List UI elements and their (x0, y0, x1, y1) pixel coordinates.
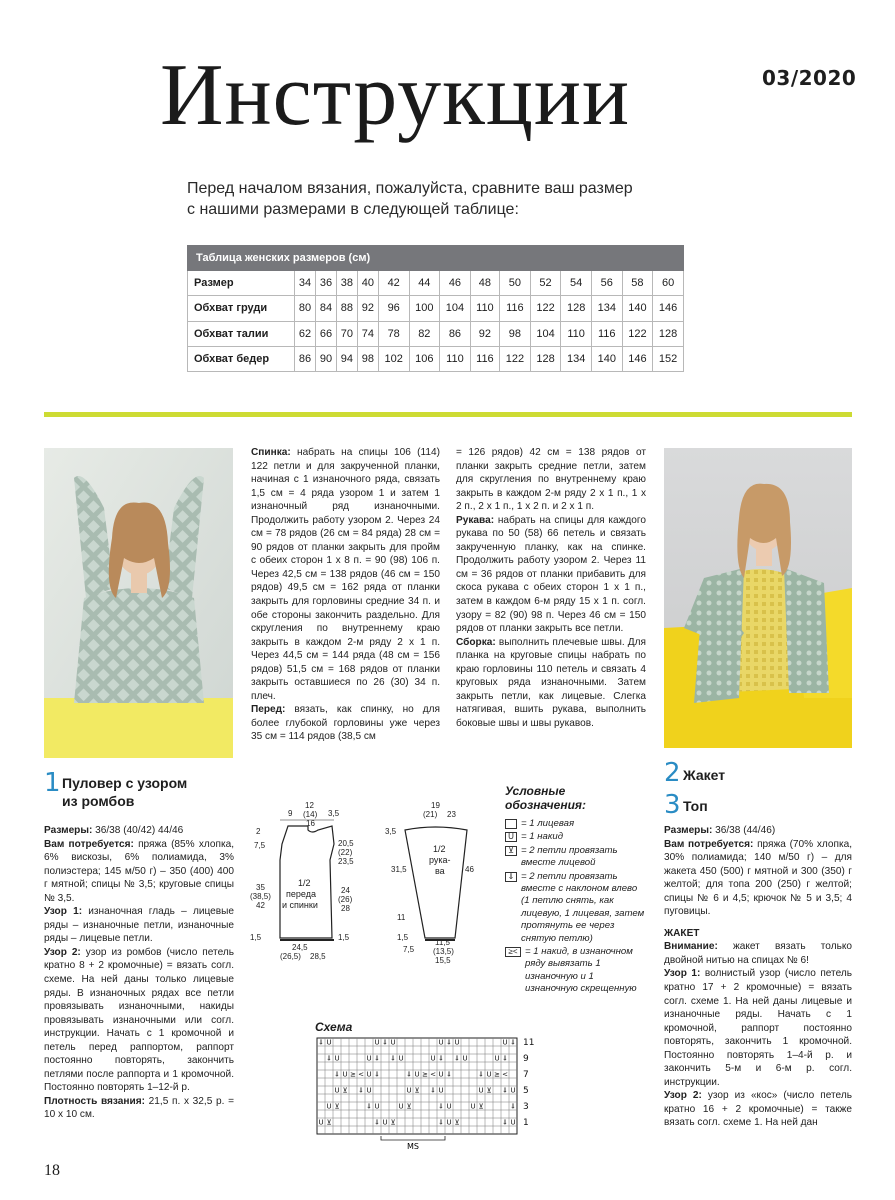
size-cell: 98 (500, 321, 531, 346)
paragraph-lead: Рукава: (456, 514, 495, 526)
size-cell: 38 (336, 271, 357, 296)
dim-24: 24 (341, 886, 350, 895)
dim-13-5: (13,5) (433, 947, 454, 956)
paragraph-text: узор из «кос» (число петель кратно 16 + 2 кромочные) = также вязать согл. схеме 1. На ней дан (664, 1090, 852, 1129)
dim-46: 46 (465, 865, 474, 874)
size-cell: 110 (440, 346, 471, 371)
ssk-icon: ⇓ (505, 872, 517, 882)
paragraph-lead: Вам потребуется: (664, 838, 754, 850)
size-cell: 106 (409, 346, 440, 371)
schema-symbol: U (478, 1086, 484, 1095)
instructions-column-2 (251, 446, 440, 744)
schema-symbol: ⇓ (406, 1070, 412, 1079)
schema-symbol: ⇓ (438, 1054, 444, 1063)
legend-title: Условные обозначения: (505, 784, 586, 812)
paragraph-text: 21,5 п. х 32,5 р. = 10 х 10 см. (44, 1095, 234, 1121)
size-cell: 44 (409, 271, 440, 296)
schema-symbol: ⇓ (358, 1086, 364, 1095)
legend-text: = 1 лицевая (521, 818, 575, 829)
schema-symbol: U (510, 1118, 516, 1127)
size-cell: 74 (357, 321, 378, 346)
size-row-label: Обхват бедер (188, 346, 295, 371)
size-cell: 52 (530, 271, 561, 296)
size-cell: 92 (357, 296, 378, 321)
dim-9: 9 (288, 809, 293, 818)
paragraph-text: волнистый узор (число петель кратно 17 + 2 кромочные) = вязать согл. схеме 1. На ней даны лицевые и изнаночные ряды. Начать с 1 кромочной, раппорт постоянно повторять, закончить 1 кромочной. Постоянно повторять 1–4-й р. и закончить 5-м и 6-м р. согл. инструкции. (664, 968, 852, 1088)
project-number-2: 2 (664, 758, 681, 788)
schema-symbol: U (326, 1038, 332, 1047)
paragraph-text: вязать, как спинку, но для более глубокой горловины уже через 35 см = 114 рядов (38,5 см (251, 704, 440, 743)
size-cell: 116 (591, 321, 622, 346)
dim-7-5-sleeve: 7,5 (403, 945, 415, 954)
dim-1-5-right: 1,5 (338, 933, 350, 942)
size-cell: 60 (653, 271, 684, 296)
schema-symbol: U (334, 1086, 340, 1095)
schema-symbol: ⇓ (390, 1054, 396, 1063)
paragraph-text: жакет вязать только двойной нитью на спицах № 6! (664, 941, 852, 966)
paragraph (44, 1095, 234, 1122)
size-cell: 46 (440, 271, 471, 296)
schema-row-number: 5 (523, 1086, 529, 1096)
legend-text: = 1 накид, в изнаночном ряду вывязать 1 изнаночную и 1 изнаночную скрещенную (525, 946, 637, 995)
size-cell: 88 (336, 296, 357, 321)
size-cell: 152 (653, 346, 684, 371)
size-cell: 122 (622, 321, 653, 346)
paragraph-lead: Размеры: (44, 825, 93, 836)
size-cell: 84 (315, 296, 336, 321)
paragraph (664, 967, 852, 1089)
schema-symbol: U (438, 1070, 444, 1079)
instructions-column-4 (664, 824, 852, 1130)
schema-symbol: ⊻ (406, 1102, 412, 1111)
size-cell: 86 (295, 346, 316, 371)
schema-symbol: U (366, 1086, 372, 1095)
intro-text: Перед началом вязания, пожалуйста, сравните ваш размер с нашими размерами в следующей таблице: (187, 180, 633, 218)
schema-row-number: 1 (523, 1118, 529, 1128)
size-table (187, 245, 684, 372)
schema-symbol: ⊻ (326, 1118, 332, 1127)
paragraph-lead: Узор 2: (664, 1090, 702, 1102)
schema-symbol: U (366, 1054, 372, 1063)
paragraph-text: 36/38 (40/42) 44/46 (92, 825, 184, 836)
paragraph-text: = 126 рядов) 42 см = 138 рядов от планки закрыть средние петли, затем для скругления по внутреннему краю закрыть в каждом 2-м ряду 2 х 1 п., 1 х 2 п., 2 х 1 п., 1 х 2 п. и 2 х 1 п. (456, 447, 646, 513)
schema-symbol: ⇓ (382, 1038, 388, 1047)
schema-symbol: U (326, 1102, 332, 1111)
schema-symbol: ⇓ (502, 1086, 508, 1095)
size-cell: 116 (500, 296, 531, 321)
schema-symbol: U (334, 1054, 340, 1063)
paragraph-lead: Узор 1: (664, 968, 701, 980)
schema-symbol: U (462, 1054, 468, 1063)
model-photo-1-illustration (44, 448, 233, 758)
sleeve-label-3: ва (435, 866, 445, 876)
schema-symbol: ⇓ (438, 1102, 444, 1111)
schema-symbol: ⇓ (510, 1102, 516, 1111)
size-cell: 50 (500, 271, 531, 296)
paragraph-text: узор из ромбов (число петель кратно 8 + 2 кромочные) = вязать согл. схеме. На ней даны только лицевые ряды. В изнаночных рядах все петли провязывать изнаночными, накиды провязывать изнаночными или согл. инструкции. Начать с 1 кромочной и петель перед раппортом, раппорт постоянно повторять, закончить петлями после раппорта и 1 кромочной. Постоянно повторять 1–12-й р. (44, 946, 234, 1094)
dim-28: 28 (341, 904, 350, 913)
paragraph (664, 940, 852, 967)
size-table-row (188, 321, 684, 346)
size-cell: 102 (378, 346, 409, 371)
size-cell: 48 (470, 271, 499, 296)
schema-symbol: < (502, 1070, 508, 1079)
dim-2: 2 (256, 827, 261, 836)
schema-title: Схема (315, 1020, 353, 1034)
dim-12: 12 (305, 801, 314, 810)
size-cell: 146 (653, 296, 684, 321)
schema-symbol: U (494, 1054, 500, 1063)
project-title-3: Топ (683, 798, 708, 814)
size-cell: 56 (591, 271, 622, 296)
paragraph (44, 905, 234, 946)
size-cell: 104 (530, 321, 561, 346)
schema-symbol: ⇓ (374, 1070, 380, 1079)
size-cell: 116 (470, 346, 499, 371)
paragraph-text: набрать на спицы для каждого рукава по 50 (58) 66 петель и связать закрученную планку, как на спинке. Продолжить работу узором 2. Через 11 см = 36 рядов от планки прибавить для скоса рукава с обеих сторон 1 х 1 п., затем в каждом 6-м ряду 15 х 1 п. согл. узору = 82 (90) 98 п. Через 46 см = 150 рядов от планки закрыть все петли. (456, 514, 646, 635)
schema-symbol: ⇓ (374, 1118, 380, 1127)
size-table-row (188, 346, 684, 371)
schema-symbol: ⊻ (486, 1086, 492, 1095)
size-cell: 98 (357, 346, 378, 371)
dim-3-5: 3,5 (328, 809, 340, 818)
size-cell: 54 (561, 271, 592, 296)
size-cell: 62 (295, 321, 316, 346)
project-title-2: Жакет (683, 767, 726, 783)
schema-symbol: ⇓ (334, 1070, 340, 1079)
size-cell: 134 (561, 346, 592, 371)
pattern-body-diagram (250, 800, 360, 970)
size-table-row (188, 296, 684, 321)
size-cell: 90 (315, 346, 336, 371)
paragraph (664, 824, 852, 838)
size-cell: 86 (440, 321, 471, 346)
dim-16: 16 (306, 819, 315, 828)
size-cell: 146 (622, 346, 653, 371)
schema-symbol: U (406, 1086, 412, 1095)
dim-38-5: (38,5) (250, 892, 271, 901)
instructions-column-3 (456, 446, 646, 730)
schema-symbol: ≥ (422, 1070, 428, 1079)
size-cell: 78 (378, 321, 409, 346)
schema-symbol: ⊻ (390, 1118, 396, 1127)
sleeve-label-1: 1/2 (433, 844, 446, 854)
paragraph-lead: ЖАКЕТ (664, 927, 700, 939)
size-row-label: Размер (188, 271, 295, 296)
schema-symbol: ⇓ (430, 1086, 436, 1095)
paragraph (664, 1089, 852, 1130)
size-cell: 42 (378, 271, 409, 296)
legend-item (505, 946, 645, 996)
schema-symbol: ⇓ (478, 1070, 484, 1079)
paragraph (44, 946, 234, 1095)
paragraph (251, 446, 440, 703)
legend-text: = 2 петли провязать вместе лицевой (521, 844, 618, 869)
legend-item (505, 845, 645, 870)
schema-symbol: ⇓ (366, 1102, 372, 1111)
size-cell: 134 (591, 296, 622, 321)
schema-symbol: ⇓ (438, 1118, 444, 1127)
size-cell: 92 (470, 321, 499, 346)
schema-symbol: < (430, 1070, 436, 1079)
size-row-label: Обхват талии (188, 321, 295, 346)
size-cell: 122 (500, 346, 531, 371)
schema-symbol: ⇓ (326, 1054, 332, 1063)
schema-symbol: ⇓ (510, 1038, 516, 1047)
project1-text (44, 824, 234, 1122)
paragraph-lead: Вам потребуется: (44, 838, 134, 850)
dim-sleeve-3-5: 3,5 (385, 827, 397, 836)
schema-symbol: ⇓ (374, 1054, 380, 1063)
size-cell: 96 (378, 296, 409, 321)
sleeve-label-2: рука- (429, 855, 451, 865)
paragraph-text: выполнить плечевые швы. Для планка на круговые спицы набрать по краю горловины 110 петель и связать 4 круговых ряда изнаночными. Затем закрыть петли, как лицевые. Слегка натягивая, вшить рукава, выполнить боковые швы и швы рукавов. (456, 636, 646, 729)
size-cell: 140 (591, 346, 622, 371)
schema-symbol: U (446, 1118, 452, 1127)
dim-35: 35 (256, 883, 265, 892)
schema-symbol: U (486, 1070, 492, 1079)
schema-symbol: U (390, 1038, 396, 1047)
size-cell: 82 (409, 321, 440, 346)
paragraph (456, 446, 646, 514)
schema-symbol: U (430, 1054, 436, 1063)
project-number-3: 3 (664, 790, 681, 820)
size-cell: 34 (295, 271, 316, 296)
schema-symbol: ⇓ (446, 1070, 452, 1079)
paragraph (44, 838, 234, 906)
schema-symbol: U (454, 1038, 460, 1047)
schema-repeat-bracket (381, 1136, 445, 1140)
pattern-label-2: переда (286, 889, 316, 899)
dim-20-5: 20,5 (338, 839, 354, 848)
paragraph (251, 703, 440, 744)
schema-symbol: U (470, 1102, 476, 1111)
size-cell: 110 (561, 321, 592, 346)
schema-symbol: U (374, 1102, 380, 1111)
schema-symbol: U (438, 1086, 444, 1095)
schema-symbol: ⊻ (414, 1086, 420, 1095)
page-title: Инструкции (160, 47, 631, 144)
schema-row-number: 9 (523, 1054, 529, 1064)
paragraph (456, 636, 646, 731)
legend-item (505, 831, 645, 843)
size-cell: 110 (470, 296, 499, 321)
size-cell: 58 (622, 271, 653, 296)
legend-text: = 2 петли провязать вместе с наклоном влево (1 петлю снять, как лицевую, 1 лицевая, затем протянуть ее через снятую петлю) (521, 870, 645, 944)
paragraph-lead: Размеры: (664, 825, 713, 836)
size-cell: 104 (440, 296, 471, 321)
dim-23-5: 23,5 (338, 857, 354, 866)
dim-7-5: 7,5 (254, 841, 266, 850)
schema-symbol: ⊻ (334, 1102, 340, 1111)
size-cell: 128 (530, 346, 561, 371)
dim-31-5: 31,5 (391, 865, 407, 874)
legend-text: = 1 накид (521, 831, 564, 843)
project-number-1: 1 (44, 768, 61, 798)
schema-symbol: U (438, 1038, 444, 1047)
dim-1-5-left: 1,5 (250, 933, 262, 942)
paragraph-lead: Узор 2: (44, 946, 81, 958)
issue-number: 03/2020 (762, 66, 857, 90)
schema-symbol: ⇓ (454, 1054, 460, 1063)
schema-symbol: ⊻ (342, 1086, 348, 1095)
legend (505, 784, 645, 997)
schema-symbol: U (414, 1070, 420, 1079)
paragraph (664, 838, 852, 919)
paragraph-lead: Перед: (251, 704, 286, 716)
schema-symbol: U (374, 1038, 380, 1047)
paragraph-text: изнаночная гладь – лицевые ряды – изнаночные петли, изнаночные ряды – лицевые петли. (44, 906, 234, 945)
schema-symbol: U (446, 1102, 452, 1111)
pattern-label-3: и спинки (282, 900, 318, 910)
paragraph-text: 36/38 (44/46) (712, 825, 776, 836)
dim-24-5: 24,5 (292, 943, 308, 952)
paragraph-lead: Сборка: (456, 636, 496, 648)
dim-23: 23 (447, 810, 456, 819)
schema-row-number: 11 (523, 1038, 535, 1048)
dim-19: 19 (431, 801, 440, 810)
legend-item (505, 818, 645, 830)
schema-symbol: ⊻ (478, 1102, 484, 1111)
schema-ms-label: MS (407, 1142, 419, 1151)
size-row-label: Обхват груди (188, 296, 295, 321)
schema-symbol: U (342, 1070, 348, 1079)
k2tog-icon: ⊻ (505, 846, 517, 856)
dim-21: (21) (423, 810, 438, 819)
paragraph (456, 514, 646, 636)
size-cell: 128 (653, 321, 684, 346)
size-cell: 128 (561, 296, 592, 321)
dim-42: 42 (256, 901, 265, 910)
box-icon (505, 819, 517, 829)
schema-symbol: U (318, 1118, 324, 1127)
schema-symbol: ≥ (350, 1070, 356, 1079)
size-cell: 40 (357, 271, 378, 296)
schema-symbol: U (502, 1038, 508, 1047)
size-cell: 80 (295, 296, 316, 321)
size-cell: 100 (409, 296, 440, 321)
photo-pullover (44, 448, 233, 758)
cross-icon: ≥< (505, 947, 521, 957)
schema-symbol: ⇓ (318, 1038, 324, 1047)
paragraph-lead: Внимание: (664, 941, 718, 953)
photo-jacket (664, 448, 852, 748)
schema-chart (315, 1036, 550, 1151)
dim-26-5: (26,5) (280, 952, 301, 961)
schema-symbol: U (382, 1118, 388, 1127)
dim-28-5: 28,5 (310, 952, 326, 961)
dim-11: 11 (397, 913, 406, 922)
paragraph-text: набрать на спицы 106 (114) 122 петли и для закрученной планки, начиная с 1 изнаночного ряда, связать 1,5 см = 4 ряда узором 1 и затем 1 изнаночный ряд изнаночными. Продолжить работу узором 2. Через 24 см = 78 рядов (26 см = 84 ряда) 28 см = 90 рядов от планки закрыть для пройм с обеих сторон 1 х 8 п. = 90 (98) 106 п. Через 42,5 см = 138 рядов (46 см = 150 рядов) 49,5 см = 162 ряда от планки закрыть для горловины средние 34 п. и обе стороны закончить раздельно. Для скругления по внутреннему краю закрыть в каждом 2-м ряду 2 х 1 п. Через 44,5 см = 144 ряда (48 см = 156 рядов) 51,5 см = 168 рядов от планки закрыть оставшиеся по 26 (30) 34 п. плеч. (251, 447, 440, 702)
yarn-over-icon: U (505, 832, 517, 842)
size-table-title: Таблица женских размеров (см) (188, 246, 684, 271)
size-cell: 66 (315, 321, 336, 346)
paragraph-lead: Спинка: (251, 447, 291, 458)
schema-symbol: U (510, 1086, 516, 1095)
dim-sleeve-1-5: 1,5 (397, 933, 409, 942)
dim-11-5: 11,5 (435, 938, 450, 947)
size-cell: 36 (315, 271, 336, 296)
schema-symbol: U (398, 1102, 404, 1111)
paragraph (44, 824, 234, 838)
paragraph-lead: Узор 1: (44, 906, 83, 918)
schema-row-number: 7 (523, 1070, 529, 1080)
dim-14: (14) (303, 810, 318, 819)
project-title-1: Пуловер с узором из ромбов (62, 775, 188, 809)
schema-symbol: ≥ (494, 1070, 500, 1079)
paragraph-text: пряжа (85% хлопка, 6% вискозы, 6% полиамида, 3% полиэстера; 145 м/50 г) – 350 (400) 400 г мятной; спицы № 3,5; круговые спицы № 3,5. (44, 838, 235, 904)
dim-26: (26) (338, 895, 353, 904)
size-table-row (188, 271, 684, 296)
paragraph-text: пряжа (70% хлопка, 30% полиамида; 140 м/50 г) – для жакета 450 (500) г мятной и 300 (350) г желтой; для топа 200 (250) г желтой; спицы № 6 и 4,5; крючок № 5 и 3,5; 4 пуговицы. (664, 838, 853, 918)
schema-symbol: U (398, 1054, 404, 1063)
page-number: 18 (44, 1162, 60, 1179)
size-cell: 122 (530, 296, 561, 321)
schema-row-number: 3 (523, 1102, 529, 1112)
size-cell: 94 (336, 346, 357, 371)
legend-item (505, 871, 645, 945)
pattern-sleeve-diagram (385, 800, 490, 970)
schema-symbol: ⇓ (446, 1038, 452, 1047)
pattern-label-1: 1/2 (298, 878, 311, 888)
dim-15-5: 15,5 (435, 956, 451, 965)
paragraph-lead: Плотность вязания: (44, 1095, 145, 1107)
size-cell: 140 (622, 296, 653, 321)
schema-symbol: ⇓ (502, 1054, 508, 1063)
paragraph (664, 927, 852, 941)
model-photo-2-illustration (664, 448, 852, 748)
schema-symbol: ⇓ (502, 1118, 508, 1127)
schema-symbol: U (366, 1070, 372, 1079)
dim-22: (22) (338, 848, 353, 857)
section-divider (44, 412, 852, 417)
size-cell: 70 (336, 321, 357, 346)
schema-symbol: ⊻ (454, 1118, 460, 1127)
schema-symbol: < (358, 1070, 364, 1079)
